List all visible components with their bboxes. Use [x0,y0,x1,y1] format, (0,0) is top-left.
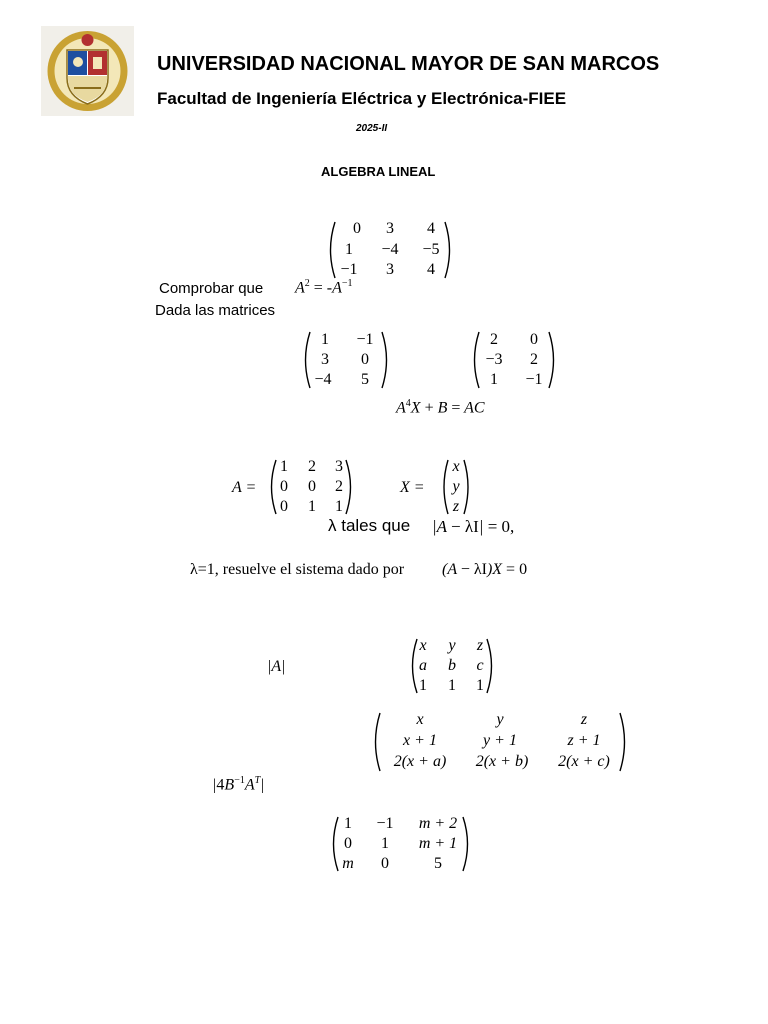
university-title: UNIVERSIDAD NACIONAL MAYOR DE SAN MARCOS [157,53,660,75]
exercise2-matrix-a [300,330,392,390]
matrix-cell: 3 [321,351,329,368]
matrix-cell: 2 [335,478,343,495]
matrix-cell: 1 [381,835,389,852]
exercise2-matrix-b [469,330,559,390]
matrix-cell: −1 [356,331,374,348]
matrix-cell: 1 [335,498,343,515]
matrix-cell: 2(x + b) [475,753,529,770]
exercise5-matrix [370,711,630,773]
matrix-cell: 5 [434,855,442,872]
matrix-cell: y [448,637,456,654]
exercise3-resolve-text: λ=1, resuelve el sistema dado por [190,561,405,578]
matrix-cell: 5 [361,371,369,388]
matrix-cell: x [419,637,427,654]
matrix-cell: z [476,637,484,654]
matrix-cell: 0 [353,220,361,237]
matrix-cell: −1 [376,815,394,832]
matrix-cell: z [452,498,460,515]
matrix-cell: 2 [308,458,316,475]
matrix-cell: 0 [530,331,538,348]
matrix-cell: −1 [340,261,358,278]
exercise5-determinant: $|4B^{-1}A^T|$ [212,775,265,794]
matrix-cell: y + 1 [483,732,517,749]
matrix-cell: 1 [321,331,329,348]
matrix-cell: x + 1 [403,732,437,749]
matrix-cell: −1 [525,371,543,388]
matrix-cell: 0 [381,855,389,872]
matrix-cell: 2 [490,331,498,348]
matrix-cell: 1 [345,241,353,258]
matrix-cell: 3 [335,458,343,475]
matrix-cell: y [452,478,460,495]
exercise2-label: Dada las matrices [155,302,276,319]
university-seal-icon [41,26,134,116]
course-title: ALGEBRA LINEAL [321,164,436,179]
faculty-title: Facultad de Ingeniería Eléctrica y Electrónica-FIEE [157,89,567,108]
matrix-cell: m + 2 [418,815,458,832]
exercise3-system-equation: (A − λI)X = 0 [442,561,528,578]
exercise6-matrix [328,815,473,873]
matrix-cell: −4 [314,371,332,388]
matrix-cell: 0 [280,478,288,495]
matrix-cell: 0 [344,835,352,852]
matrix-cell: 3 [386,220,394,237]
exercise4-matrix [407,637,497,695]
matrix-cell: m + 1 [418,835,458,852]
matrix-cell: 0 [361,351,369,368]
matrix-cell: 1 [344,815,352,832]
exercise3-lambda-text: λ tales que [328,516,411,535]
matrix-cell: 0 [308,478,316,495]
matrix-cell: 3 [386,261,394,278]
matrix-cell: −5 [422,241,440,258]
matrix-cell: a [419,657,427,674]
matrix-cell: 1 [490,371,498,388]
matrix-cell: 1 [280,458,288,475]
matrix-cell: 1 [419,677,427,694]
matrix-cell: x [452,458,460,475]
exercise3-a-label: A = [232,479,257,496]
matrix-cell: z [580,711,588,728]
matrix-cell: 2(x + a) [393,753,447,770]
exercise3-x-label: X = [400,479,425,496]
exercise1-equation: $A^2 = -A^{-1}$ [295,278,353,297]
exercise4-det-label: |A| [267,658,286,675]
matrix-cell: x [416,711,424,728]
exercise3-matrix-x [440,458,472,516]
matrix-cell: z + 1 [567,732,601,749]
semester-label: 2025-II [356,123,388,134]
matrix-cell: 1 [308,498,316,515]
matrix-cell: 4 [427,220,435,237]
matrix-cell: m [342,855,354,872]
exercise1-matrix [325,220,455,280]
matrix-cell: c [476,657,484,674]
exercise2-equation: $A^4X + B$ = AC [396,398,485,417]
matrix-cell: 0 [280,498,288,515]
matrix-cell: 2(x + c) [558,753,610,770]
matrix-cell: b [448,657,456,674]
matrix-cell: y [496,711,504,728]
matrix-cell: 4 [427,261,435,278]
matrix-cell: −3 [485,351,503,368]
exercise1-label: Comprobar que [159,280,264,297]
exercise3-matrix-a [266,458,356,516]
matrix-cell: 2 [530,351,538,368]
matrix-cell: 1 [476,677,484,694]
matrix-cell: 1 [448,677,456,694]
matrix-cell: −4 [381,241,399,258]
exercise3-lambda-equation: |A − λI| = 0, [432,517,515,536]
